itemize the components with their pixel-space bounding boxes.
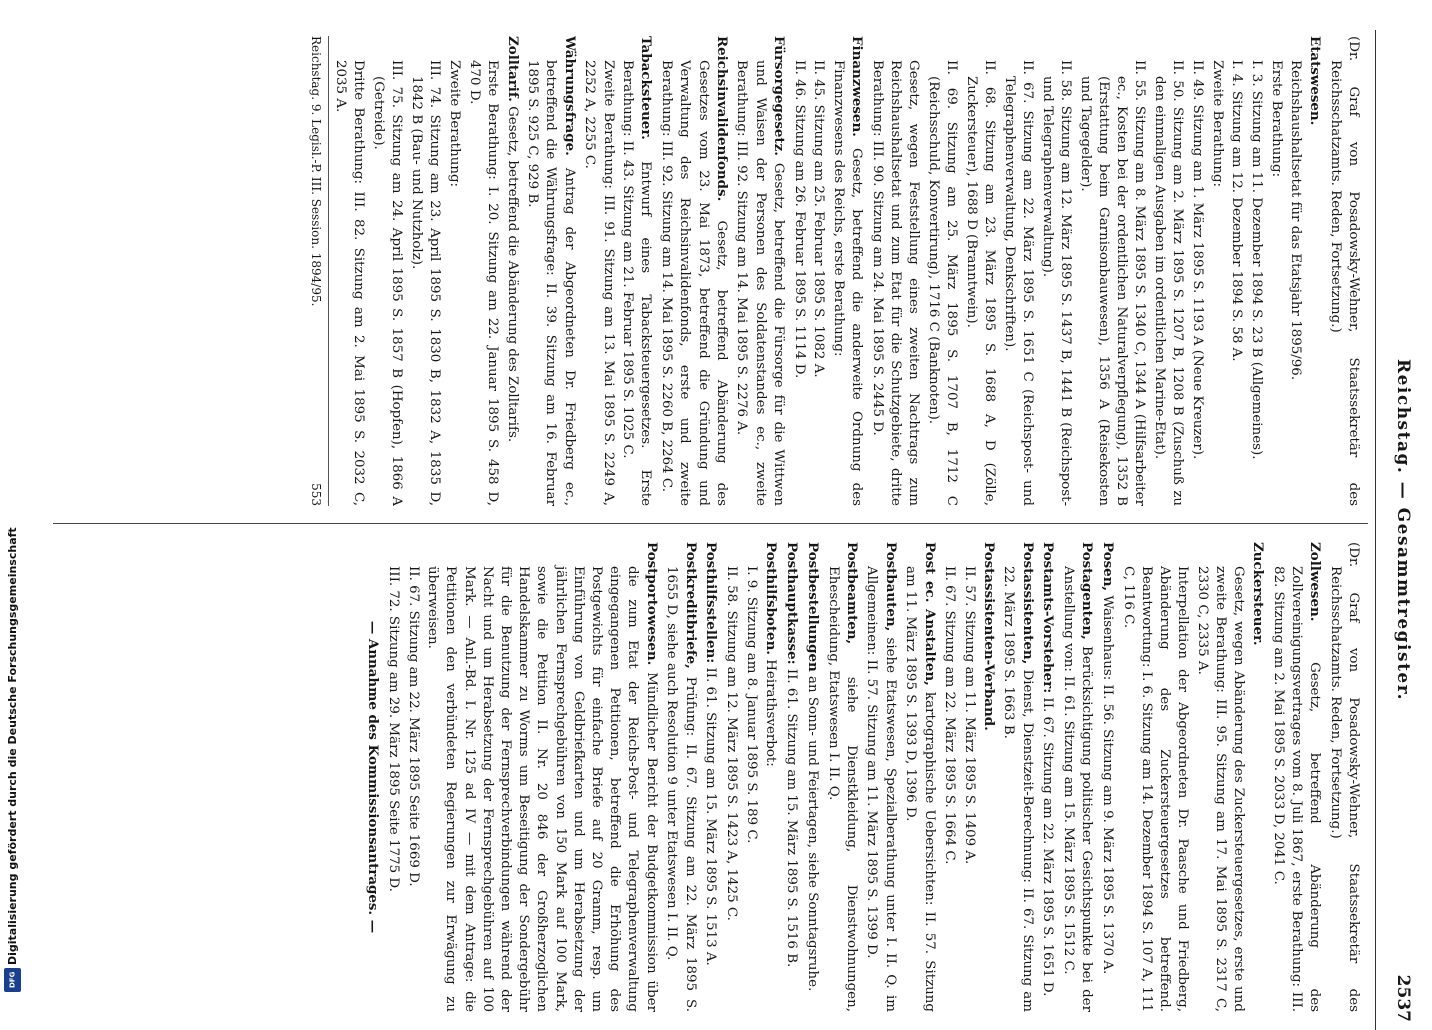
register-entry: II. 46. Sitzung am 26. Februar 1895 S. 1114 D. [791, 60, 807, 379]
register-entry: Fürsorgegesetz. Gesetz, betreffend die Fürsorge für die Wittwen und Waisen der Personen des Soldatenstandes ec., zweite Berathung: III. 92. Sitzung am 14. Mai 1895 S. 2276 A. [734, 36, 787, 506]
register-entry: Postbeamten, siehe Dienstkleidung, Dienstwohnungen, Ehescheidung, Etatswesen I. II. Q. [825, 542, 860, 1012]
digitization-note: Digitalisierung gefördert durch die Deutsche Forschungsgemeinschaft [6, 527, 19, 965]
register-entry: I. 3. Sitzung am 11. Dezember 1894 S. 23 B (Allgemeines). [1248, 60, 1264, 460]
register-entry: II. 45. Sitzung am 25. Februar 1895 S. 1082 A. [811, 60, 827, 378]
dfg-logo: DFG [4, 968, 21, 992]
register-entry: Postassistenten, Dienst, Dienstzeit-Berechnung: II. 67. Sitzung am 22. März 1895 S. 1663 B. [1001, 542, 1036, 1012]
register-entry: Erste Berathung: [1268, 60, 1284, 178]
register-entry: Finanzwesen. Gesetz, betreffend die anderweite Ordnung des Finanzwesens des Reichs, erste Berathung: [831, 36, 866, 506]
register-entry: II. 67. Sitzung am 22. März 1895 Seite 1669 D. [405, 566, 421, 887]
register-entry: Tabacksteuer. Entwurf eines Tabacksteuergesetzes. Erste Berathung: II. 43. Sitzung am 21. Februar 1895 S. 1025 C. [620, 36, 655, 506]
register-entry: Posen, Waisenhaus: II. 56. Sitzung am 9. März 1895 S. 1370 A. [1099, 542, 1116, 975]
register-entry: Post ec. Anstalten, kartographische Uebersichten: II. 57. Sitzung am 11. März 1895 S. 1393 D, 1396 D. [903, 542, 938, 1012]
register-entry: II. 58. Sitzung am 12. März 1895 S. 1437 B, 1441 B (Reichspost- und Telegraphenverwaltung). [1039, 60, 1073, 506]
register-entry: — Annahme des Kommissionsantrages. — [365, 620, 382, 934]
register-entry: Posthilfsboten. Heirathsverbot: [763, 542, 780, 767]
register-entry: Zolltarif. Gesetz, betreffend die Abänderung des Zolltarifs. [504, 36, 521, 443]
register-entry: Erste Berathung: I. 20. Sitzung am 22. Januar 1895 S. 458 D, 470 D. [466, 60, 500, 506]
register-entry: Zweite Berathung: [1209, 60, 1225, 188]
register-entry: Posthilfsstellen: II. 61. Sitzung am 15. März 1895 S. 1513 A. [703, 542, 720, 966]
digitization-strip [0, 0, 26, 1000]
register-entry: III. 74. Sitzung am 23. April 1895 S. 1830 B, 1832 A, 1835 D, 1842 B (Bau- und Nutzholz). [409, 60, 443, 506]
register-entry: II. 49. Sitzung am 1. März 1895 S. 1193 A (Neue Kreuzer). [1189, 60, 1205, 460]
register-entry: Zuckersteuer. [1249, 542, 1266, 646]
register-entry: Gesetz, wegen Abänderung des Zuckersteuergesetzes, erste und zweite Berathung: III. 95. Sitzung am 17. Mai 1895 S. 2317 C, 2330 C, 2335 A. [1194, 566, 1247, 1012]
register-entry: II. 55. Sitzung am 8. März 1895 S. 1340 C, 1344 A (Hilfsarbeiter ec., Kosten bei der ordentlichen Naturalverpflegung), 1352 B (Erstattung beim Garnisonbauwesen), 1356 A (Reisekosten und Tagegelder). [1077, 60, 1148, 506]
register-entry: Zweite Berathung: [446, 60, 462, 188]
register-entry: (Dr. Graf von Posadowsky-Wehner, Staatssekretär des Reichsschatzamts. Reden, Fortsetzung.) [1327, 36, 1361, 506]
register-entry: II. 50. Sitzung am 2. März 1895 S. 1207 B, 1208 B (Zuschuß zu den einmaligen Ausgaben im ordentlichen Marine-Etat). [1151, 60, 1186, 506]
register-entry: II. 67. Sitzung am 22. März 1895 S. 1651 C (Reichspost- und Telegraphenverwaltung, Denkschriften). [1001, 60, 1036, 506]
right-column [57, 542, 1362, 1012]
register-entry: II. 57. Sitzung am 11. März 1895 S. 1409 A. [961, 566, 977, 865]
register-entry: Postagenten, Berücksichtigung politischer Gesichtspunkte bei der Anstellung von: II. 61. Sitzung am 15. März 1895 S. 1512 C. [1060, 542, 1096, 1012]
register-entry: Zollwesen. Gesetz, betreffend Abänderung des Zollvereinigungsvertrages vom 8. Juli 1867, erste Berathung: III. 82. Sitzung am 2. Mai 1895 S. 2033 D, 2041 C. [1270, 542, 1324, 1012]
page-number: 2537 [1393, 974, 1413, 1022]
register-entry: Postportowesen. Mündlicher Bericht der Budgetkommission über die zum Etat der Reichs-Post- und Telegraphenverwaltung eingegangenen Petitionen, betreffend die Erhöhung des Postgewichts für einfache Briefe auf 20 Gramm, resp. um Einführung von Geldbriefkarten und um Herabsetzung der jährlichen Fernsprechgebühren von 150 Mark auf 100 Mark, sowie die Petition II. Nr. 20 846 der Großherzoglichen Handelskammer zu Worms um Beseitigung der Sondergebühr für die Benutzung der Fernsprechverbindungen während der Nacht und um Herabsetzung der Fernsprechgebühren auf 100 Mark. — Anl.-Bd. I. Nr. 125 ad IV — mit dem Antrage: die Petitionen den verbündeten Regierungen zur Erwägung zu überweisen. [425, 542, 660, 1012]
register-entry: Postbestellungen an Sonn- und Feiertagen, siehe Sonntagsruhe. [804, 542, 821, 992]
footer-session: Reichstag. 9. Legisl.-P. III. Session. 1894/95. [309, 36, 324, 307]
register-entry: Postamts-Vorsteher: II. 67. Sitzung am 22. März 1895 S. 1651 D. [1040, 542, 1057, 997]
page-header [1375, 30, 1420, 1030]
register-entry: Dritte Berathung: III. 82. Sitzung am 2. Mai 1895 S. 2032 C, 2035 A. [333, 60, 367, 506]
register-entry: Reichsinvalidenfonds. Gesetz, betreffend Abänderung des Gesetzes vom 23. Mai 1873, betreffend die Gründung und Verwaltung des Reichsinvalidenfonds, erste und zweite Berathung: III. 92. Sitzung am 14. Mai 1895 S. 2260 B, 2264 C. [659, 36, 730, 506]
register-entry: III. 75. Sitzung am 24. April 1895 S. 1857 B (Hopfen), 1866 A (Getreide). [371, 60, 405, 506]
register-entry: II. 58. Sitzung am 12. März 1895 S. 1423 A, 1425 C. [724, 566, 739, 921]
register-entry: II. 69. Sitzung am 25. März 1895 S. 1707 B, 1712 C (Reichsschuld, Konvertirung), 1716 C (Banknoten). [926, 60, 960, 506]
register-entry: (Dr. Graf von Posadowsky-Wehner, Staatssekretär des Reichsschatzamts. Reden, Fortsetzung.) [1327, 542, 1361, 1012]
register-entry: Posthauptkasse: II. 61. Sitzung am 15. März 1895 S. 1516 B. [784, 542, 801, 968]
register-entry: Etatswesen. [1307, 36, 1324, 126]
register-entry: Währungsfrage. Antrag der Abgeordneten Dr. Friedberg ec., betreffend die Währungsfrage: II. 39. Sitzung am 16. Februar 1895 S. 925 C, 929 B. [525, 36, 578, 506]
register-entry: II. 68. Sitzung am 23. März 1895 S. 1688 A, D (Zölle, Zuckersteuer), 1688 D (Branntwein). [963, 60, 998, 506]
register-entry: I. 9. Sitzung am 8. Januar 1895 S. 189 C. [743, 566, 759, 844]
register-entry: Postkreditbriefe, Prüfung: II. 67. Sitzung am 22. März 1895 S. 1655 D, siehe auch Resolution 9 unter Etatswesen I. II. Q. [664, 542, 699, 1012]
register-entry: III. 72. Sitzung am 29. März 1895 Seite 1775 D. [385, 566, 401, 892]
register-entry: Reichshaushaltsetat für das Etatsjahr 1895/96. [1288, 60, 1304, 381]
scanned-page [50, 30, 1420, 1030]
register-entry: Zweite Berathung: III. 91. Sitzung am 13. Mai 1895 S. 2249 A, 2252 A, 2255 C. [582, 60, 616, 506]
register-entry: Gesetz, wegen Feststellung eines zweiten Nachtrags zum Reichshaushaltsetat und zum Etat für die Schutzgebiete, dritte Berathung: III. 90. Sitzung am 24. Mai 1895 S. 2445 D. [869, 60, 922, 506]
register-entry: Postassistenten-Verband. [980, 542, 997, 731]
register-entry: I. 4. Sitzung am 12. Dezember 1894 S. 58 A. [1229, 60, 1245, 362]
register-entry: Postbauten, siehe Etatswesen, Spezialberathung unter I. II. Q. im Allgemeinen: II. 57. Sitzung am 11. März 1895 S. 1399 D. [864, 542, 899, 1012]
left-column [57, 36, 1362, 506]
register-entry: Interpellation der Abgeordneten Dr. Paasche und Friedberg, Abänderung des Zuckersteuergesetzes betreffend. Beantwortung: I. 6. Sitzung am 14. Dezember 1894 S. 107 A, 111 C, 116 C. [1120, 566, 1191, 1012]
column-divider [53, 523, 1368, 524]
page-footer [307, 36, 329, 506]
page-title: Reichstag. — Gesammtregister. [1393, 358, 1413, 702]
footer-sheet-number: 553 [309, 483, 324, 506]
register-entry: II. 67. Sitzung am 22. März 1895 S. 1664 C. [942, 566, 958, 865]
